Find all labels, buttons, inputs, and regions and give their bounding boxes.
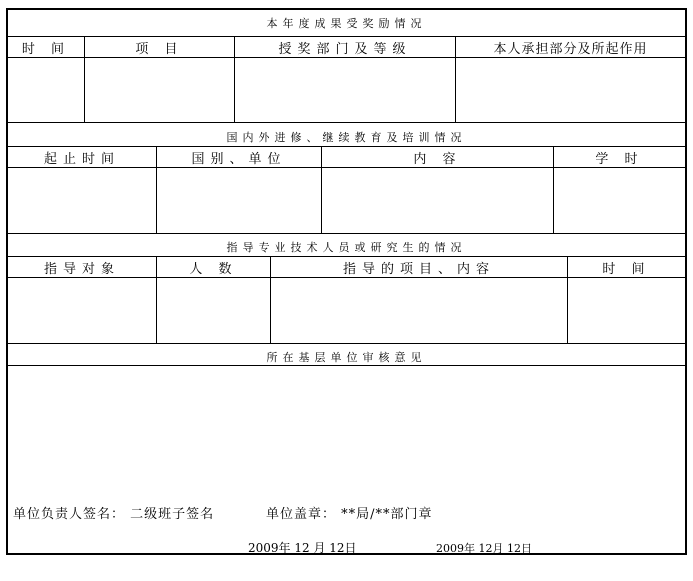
unit-seal-line (266, 503, 433, 522)
awards-header-time: 时 间 (21, 41, 71, 57)
leader-signature-label: 单位负责人签名： (13, 507, 126, 522)
training-header-hours: 学 时 (595, 151, 644, 167)
awards-header-role: 本人承担部分及所起作用 (493, 41, 648, 57)
column-divider (455, 37, 456, 122)
column-divider (567, 257, 568, 343)
column-divider (156, 147, 157, 233)
awards-section-title: 本年度成果受奖励情况 (266, 17, 427, 30)
divider (8, 122, 685, 123)
column-divider (84, 37, 85, 122)
unit-seal-value: **局/**部门章 (341, 507, 433, 522)
training-header-period: 起止时间 (43, 151, 120, 167)
guidance-header-time: 时 间 (602, 261, 651, 277)
leader-signature-value: 二级班子签名 (130, 507, 215, 522)
divider (8, 167, 685, 168)
column-divider (321, 147, 322, 233)
awards-header-project: 项 目 (135, 41, 184, 57)
column-divider (270, 257, 271, 343)
training-section-title: 国内外进修、继续教育及培训情况 (226, 131, 467, 144)
divider (8, 277, 685, 278)
guidance-section-title: 指导专业技术人员或研究生的情况 (226, 241, 467, 254)
column-divider (156, 257, 157, 343)
guidance-header-target: 指导对象 (43, 261, 120, 277)
awards-header-department: 授奖部门及等级 (278, 41, 412, 57)
training-header-content: 内 容 (413, 151, 462, 167)
divider (8, 57, 685, 58)
column-divider (553, 147, 554, 233)
seal-date: 2009年 12月 12日 (436, 542, 532, 555)
divider (8, 343, 685, 344)
unit-seal-label: 单位盖章： (266, 507, 337, 522)
training-header-country-unit: 国别、单位 (191, 151, 287, 167)
divider (8, 233, 685, 234)
guidance-header-count: 人 数 (189, 261, 238, 277)
column-divider (234, 37, 235, 122)
guidance-header-project: 指导的项目、内容 (342, 261, 495, 277)
divider (8, 365, 685, 366)
leader-date: 2009年 12 月 12日 (248, 541, 357, 555)
review-section-title: 所在基层单位审核意见 (266, 351, 427, 364)
leader-signature-line (13, 503, 214, 522)
annual-assessment-form (6, 8, 687, 555)
